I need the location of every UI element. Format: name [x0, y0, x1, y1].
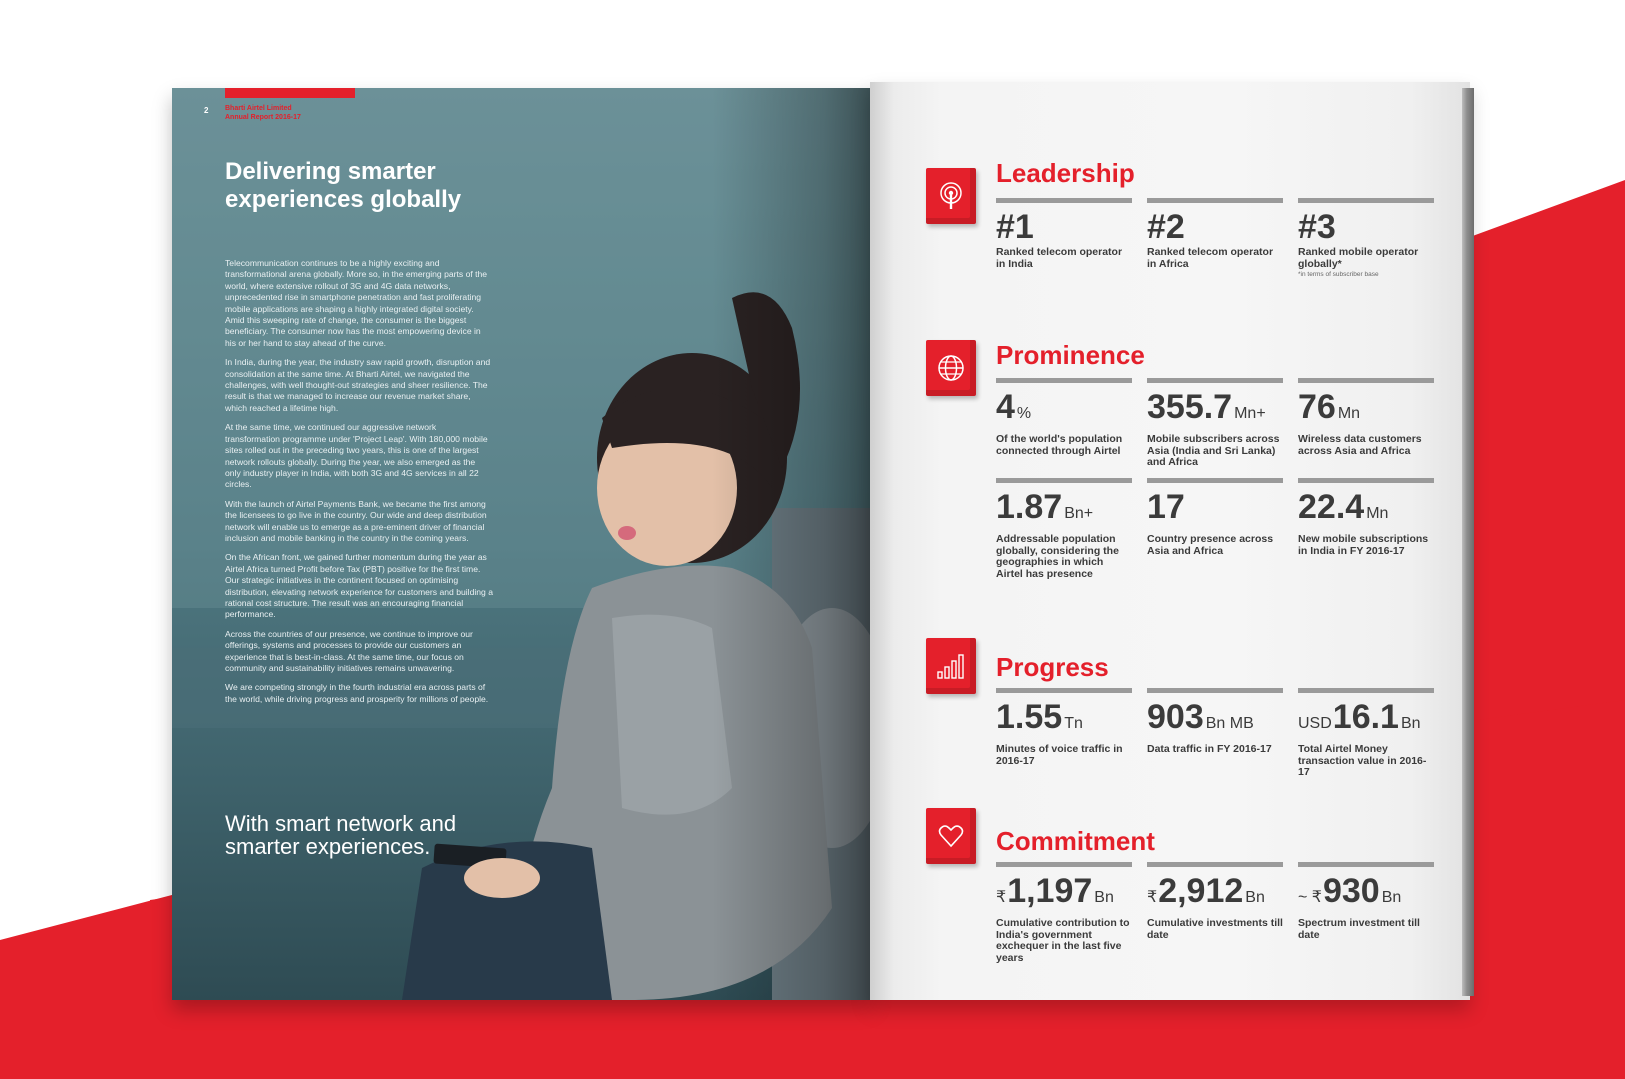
stat-prominence-2 [1147, 378, 1283, 469]
paragraph: In India, during the year, the industry saw rapid growth, disruption and consolidation at the same time. At Bharti Airtel, we navigated the challenges, with well thought-out strategies and sheer resilience. The result is that we managed to increase our revenue market share, which reached a lifetime high. [225, 357, 491, 413]
stat-rule [996, 378, 1132, 383]
stat-prominence-1 [996, 378, 1132, 457]
page-gutter-shadow [712, 88, 872, 1000]
section-title-prominence: Prominence [996, 340, 1145, 370]
stat-progress-1 [996, 688, 1132, 767]
stat-value: 17 [1147, 488, 1185, 526]
stat-description: Ranked mobile operator globally* [1298, 246, 1419, 270]
page-number: 2 [204, 106, 209, 115]
stat-value: 1.87 [996, 488, 1063, 526]
paragraph: At the same time, we continued our aggressive network transformation programme under 'Project Leap'. With 180,000 mobile sites rolled out in the preceding two years, this is one of the largest network rollouts globally. During the year, we also emerged as the only industry player in India, with both 3G and 4G services in all 22 circles. [225, 422, 488, 490]
paragraph: Telecommunication continues to be a highly exciting and transformational arena globally. More so, in the emerging parts of the world, where extensive rollout of 3G and 4G data networks, unprecedented rise in smartphone penetration and fast proliferating mobile applications are shaping a highly integrated digital society. Amid this sweeping rate of change, the consumer is the biggest beneficiary. The consumer now has the most empowering device in his or her hand to stay ahead of the curve. [225, 258, 488, 348]
stat-description: Spectrum investment till date [1298, 917, 1420, 941]
stat-rule [996, 862, 1132, 867]
stat-description: Ranked telecom operator in Africa [1147, 246, 1274, 270]
stat-value: #1 [996, 208, 1034, 246]
stat-rule [1147, 862, 1283, 867]
stat-value: #3 [1298, 208, 1336, 246]
stat-description: Cumulative investments till date [1147, 917, 1283, 941]
stat-commitment-2 [1147, 862, 1283, 941]
stat-rule [1147, 688, 1283, 693]
tagline: With smart network and smarter experiences. [225, 811, 457, 859]
stat-unit: Bn [1400, 715, 1421, 732]
stat-rule [996, 198, 1132, 203]
stat-description: New mobile subscriptions in India in FY 2016-17 [1298, 533, 1429, 557]
podcast-icon [926, 168, 976, 224]
stat-progress-2 [1147, 688, 1283, 756]
stat-value: #2 [1147, 208, 1185, 246]
stat-rule [1147, 378, 1283, 383]
stat-value: 903 [1147, 698, 1204, 736]
stat-leadership-2 [1147, 198, 1283, 270]
stat-unit: Tn [1064, 715, 1083, 732]
stat-description: Minutes of voice traffic in 2016-17 [996, 743, 1123, 767]
stat-commitment-1 [996, 862, 1132, 964]
stat-description: Country presence across Asia and Africa [1147, 533, 1274, 557]
section-title-leadership: Leadership [996, 158, 1135, 188]
stat-description: Total Airtel Money transaction value in 2016-17 [1298, 743, 1427, 779]
stat-unit: % [1016, 405, 1032, 422]
globe-icon [926, 340, 976, 396]
company-name: Bharti Airtel Limited [225, 105, 292, 112]
page-edge [1462, 88, 1474, 996]
section-title-progress: Progress [996, 652, 1109, 682]
stat-rule [1298, 688, 1434, 693]
stat-unit: Bn [1094, 889, 1114, 906]
stat-description: Addressable population globally, considering the geographies in which Airtel has presence [996, 533, 1119, 580]
stat-unit: Mn [1366, 505, 1389, 522]
stat-commitment-3 [1298, 862, 1434, 941]
paragraph: On the African front, we gained further momentum during the year as Airtel Africa turned Profit before Tax (PBT) positive for the first time. Our strategic initiatives in the continent focused on optimising distribution, elevating network experience for customers and building a rational cost structure. The result was an encouraging financial performance. [225, 552, 493, 620]
stat-unit: Bn+ [1064, 505, 1094, 522]
stat-prefix: ₹ [1147, 889, 1158, 906]
stat-description: Ranked telecom operator in India [996, 246, 1123, 270]
stat-leadership-3 [1298, 198, 1434, 279]
stat-rule [1298, 478, 1434, 483]
stat-rule [1147, 198, 1283, 203]
stat-unit: Bn MB [1205, 715, 1254, 732]
paragraph: Across the countries of our presence, we continue to improve our offerings, systems and processes to provide our customers an experience that is best-in-class. At the same time, our focus on community and sustainability initiatives remains unwavering. [225, 628, 473, 673]
stat-value: 16.1 [1332, 698, 1399, 736]
stat-unit: Bn [1245, 889, 1265, 906]
stat-description: Cumulative contribution to India's government exchequer in the last five years [996, 917, 1130, 964]
stat-prominence-5 [1147, 478, 1283, 557]
red-header-tab [225, 88, 355, 98]
stat-description: Of the world's population connected through Airtel [996, 433, 1123, 457]
stat-unit: Bn [1381, 889, 1402, 906]
stat-description: Mobile subscribers across Asia (India and Sri Lanka) and Africa [1147, 433, 1280, 469]
stat-prominence-4 [996, 478, 1132, 580]
stat-prominence-3 [1298, 378, 1434, 457]
stat-rule [1147, 478, 1283, 483]
stat-rule [996, 688, 1132, 693]
stat-rule [1298, 198, 1434, 203]
stat-value: 1,197 [1007, 872, 1093, 910]
stat-unit: Mn+ [1234, 405, 1266, 422]
page-title: Delivering smarter experiences globally [225, 158, 462, 213]
stat-progress-3 [1298, 688, 1434, 779]
stat-rule [1298, 862, 1434, 867]
bar-chart-icon [926, 638, 976, 694]
body-text [225, 258, 493, 713]
stat-prefix: ₹ [996, 889, 1007, 906]
stat-prefix: ~ ₹ [1298, 889, 1322, 906]
heart-icon [926, 808, 976, 864]
stat-rule [1298, 378, 1434, 383]
stat-description: Wireless data customers across Asia and Africa [1298, 433, 1422, 457]
stat-unit: Mn [1337, 405, 1361, 422]
stat-footnote: *in terms of subscriber base [1298, 271, 1379, 279]
stat-value: 76 [1298, 388, 1336, 426]
stat-rule [996, 478, 1132, 483]
paragraph: With the launch of Airtel Payments Bank, we became the first among the licensees to go live in the country. Our wide and deep distribution network will enable us to emerge as a pre-eminent driver of financial inclusion and mobile banking in the country in the coming years. [225, 498, 487, 543]
stat-value: 4 [996, 388, 1015, 426]
running-head [225, 104, 345, 122]
stat-value: 930 [1322, 872, 1380, 910]
stat-value: 2,912 [1158, 872, 1244, 910]
stat-prominence-6 [1298, 478, 1434, 557]
stat-value: 355.7 [1147, 388, 1233, 426]
report-name: Annual Report 2016-17 [225, 114, 301, 121]
section-title-commitment: Commitment [996, 826, 1155, 856]
stat-prefix: USD [1298, 715, 1332, 732]
paragraph: We are competing strongly in the fourth industrial era across parts of the world, while driving progress and prosperity for millions of people. [225, 682, 489, 704]
stat-description: Data traffic in FY 2016-17 [1147, 743, 1272, 755]
stat-value: 22.4 [1298, 488, 1365, 526]
stat-leadership-1 [996, 198, 1132, 270]
stat-value: 1.55 [996, 698, 1063, 736]
